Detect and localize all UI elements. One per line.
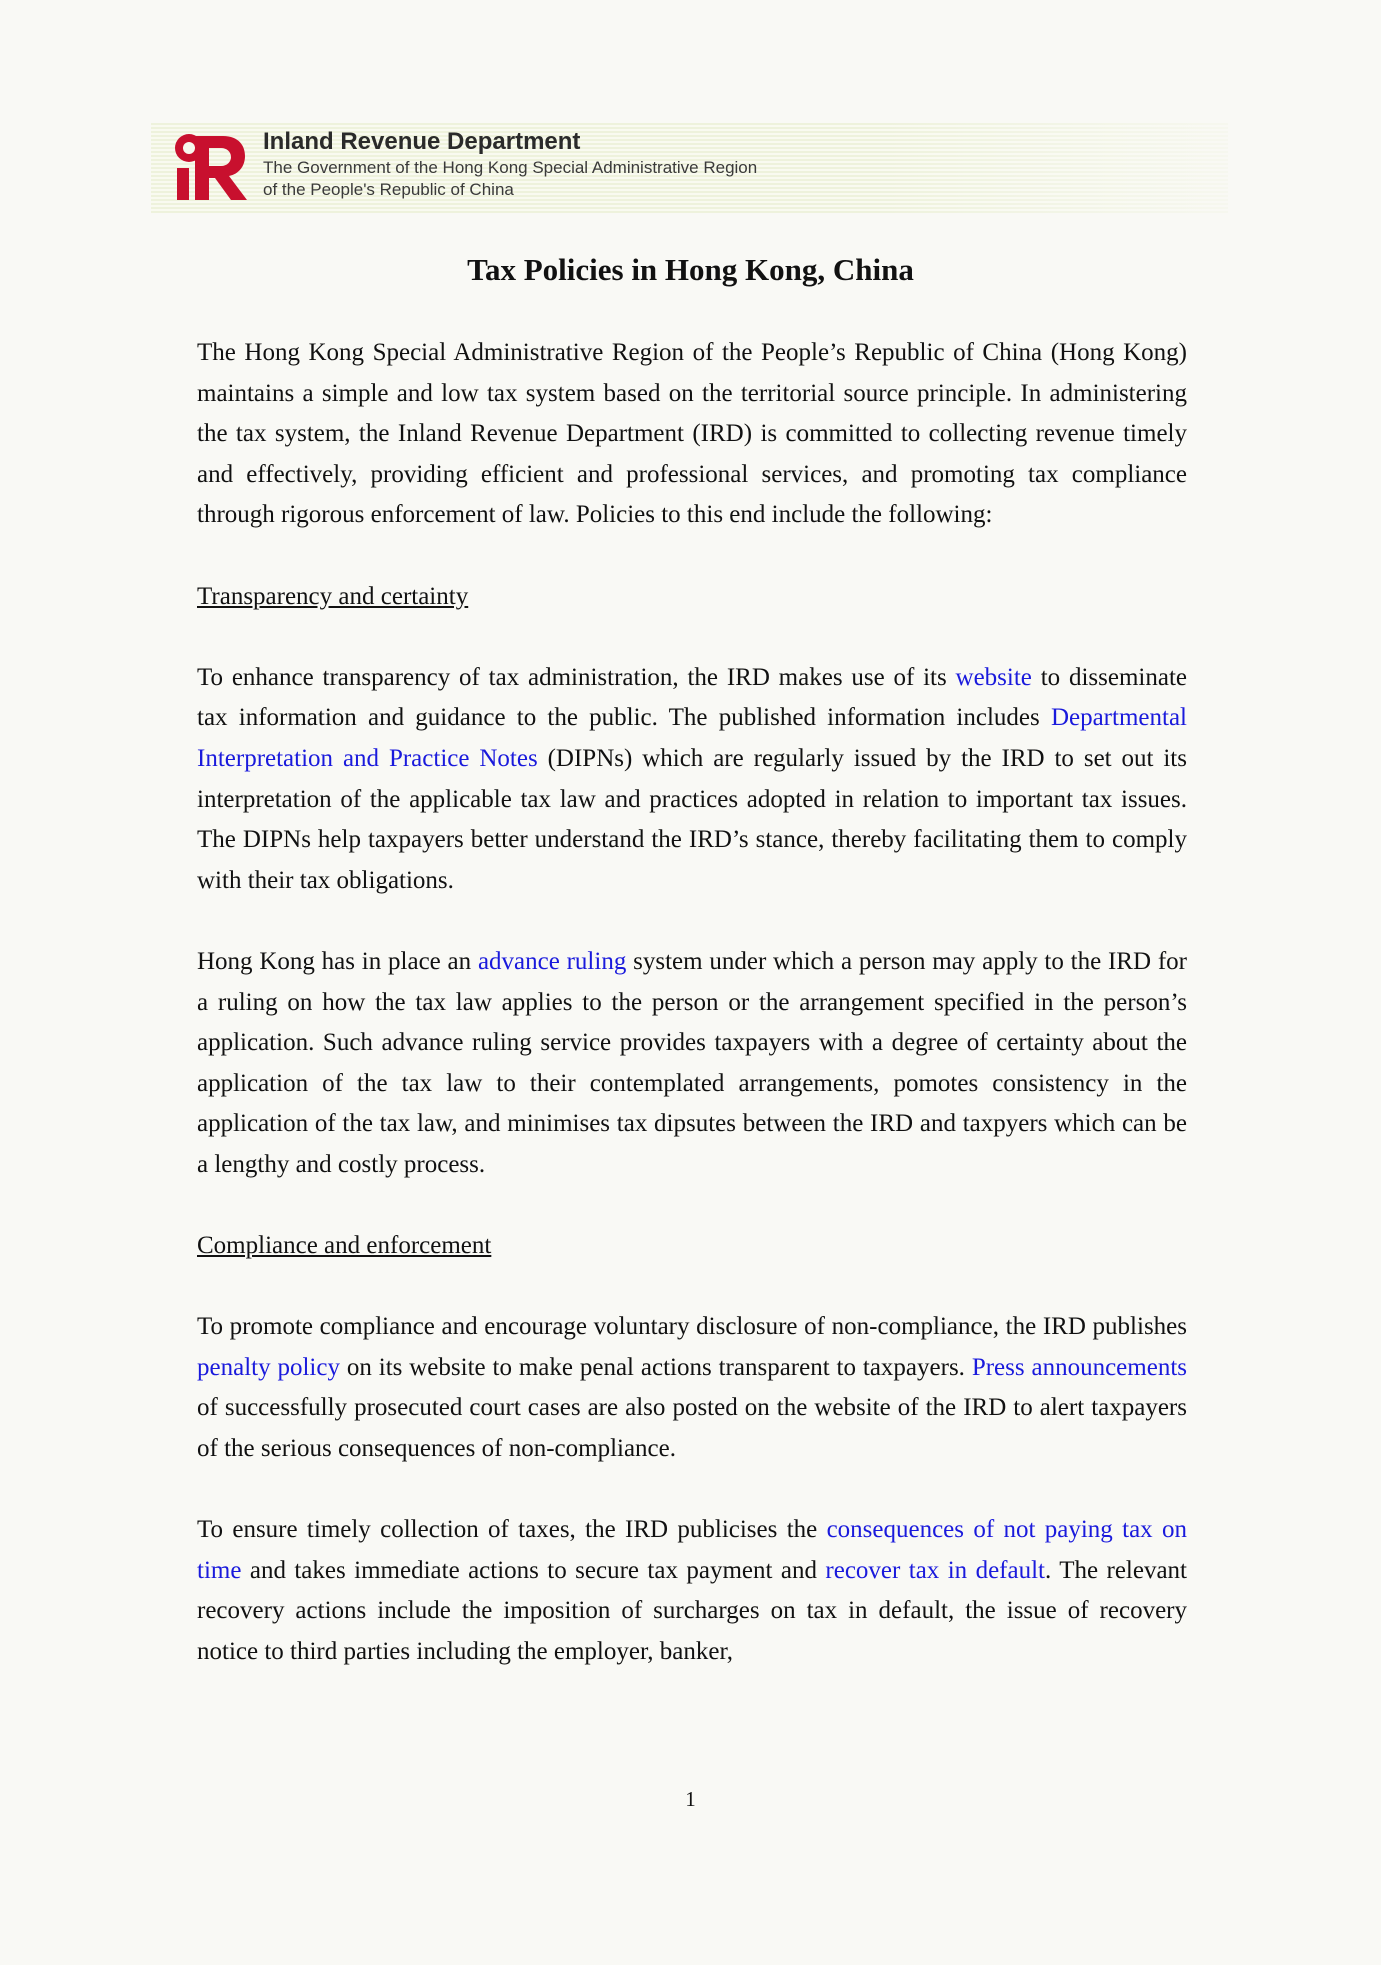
letterhead	[151, 123, 1228, 213]
penalty-policy-link[interactable]: penalty policy	[197, 1353, 340, 1381]
page-number: 1	[685, 1787, 696, 1811]
ird-logo-icon	[171, 130, 247, 202]
paragraph-penalty: To promote compliance and encourage voluntary disclosure of non-compliance, the IRD publishes penalty policy on its website to make penal actions transparent to taxpayers. Press announcements of successfully prosecuted court cases are also posted on the website of the IRD to alert taxpayers of the serious consequences of non-compliance.	[197, 1313, 1187, 1463]
consequences-link[interactable]: consequences of not paying tax on time	[197, 1516, 1187, 1584]
section-heading-compliance: Compliance and enforcement	[197, 1232, 492, 1260]
government-line-2: of the People's Republic of China	[263, 180, 514, 199]
paragraph-collection: To ensure timely collection of taxes, the IRD publicises the consequences of not paying tax on time and takes immediate actions to secure tax payment and recover tax in default. The relevant recovery actions include the imposition of surcharges on tax in default, the issue of recovery notice to third parties including the employer, banker,	[197, 1516, 1188, 1665]
document-title: Tax Policies in Hong Kong, China	[467, 252, 914, 287]
recover-tax-link[interactable]: recover tax in default	[825, 1556, 1045, 1584]
press-announcements-link[interactable]: Press announcements	[971, 1353, 1187, 1381]
department-name: Inland Revenue Department	[263, 128, 581, 155]
advance-ruling-link[interactable]: advance ruling	[477, 947, 627, 975]
section-heading-transparency: Transparency and certainty	[197, 582, 469, 610]
paragraph-website: To enhance transparency of tax administration, the IRD makes use of its website to disseminate tax information and guidance to the public. The published information includes Departmental Interpretation and Practice Notes (DIPNs) which are regularly issued by the IRD to set out its interpretation of the applicable tax law and practices adopted in relation to important tax issues. The DIPNs help taxpayers better understand the IRD’s stance, thereby facilitating them to comply with their tax obligations.	[197, 663, 1187, 894]
intro-paragraph: The Hong Kong Special Administrative Region of the People’s Republic of China (Hong Kong) maintains a simple and low tax system based on the territorial source principle. In administering the tax system, the Inland Revenue Department (IRD) is committed to collecting revenue timely and effectively, providing efficient and professional services, and promoting tax compliance through rigorous enforcement of law. Policies to this end include the following:	[197, 339, 1187, 529]
document-body	[197, 333, 1187, 1713]
government-line-1: The Government of the Hong Kong Special Administrative Region	[263, 158, 758, 177]
letterhead-text	[263, 127, 757, 201]
paragraph-advance-ruling: Hong Kong has in place an advance ruling system under which a person may apply to the IRD for a ruling on how the tax law applies to the person or the arrangement specified in the person’s application. Such advance ruling service provides taxpayers with a degree of certainty about the application of the tax law to their contemplated arrangements, pomotes consistency in the application of the tax law, and minimises tax dipsutes between the IRD and taxpyers which can be a lengthy and costly process.	[197, 947, 1187, 1178]
dipn-link[interactable]: Departmental Interpretation and Practice Notes	[197, 704, 1187, 772]
website-link[interactable]: website	[955, 663, 1032, 691]
